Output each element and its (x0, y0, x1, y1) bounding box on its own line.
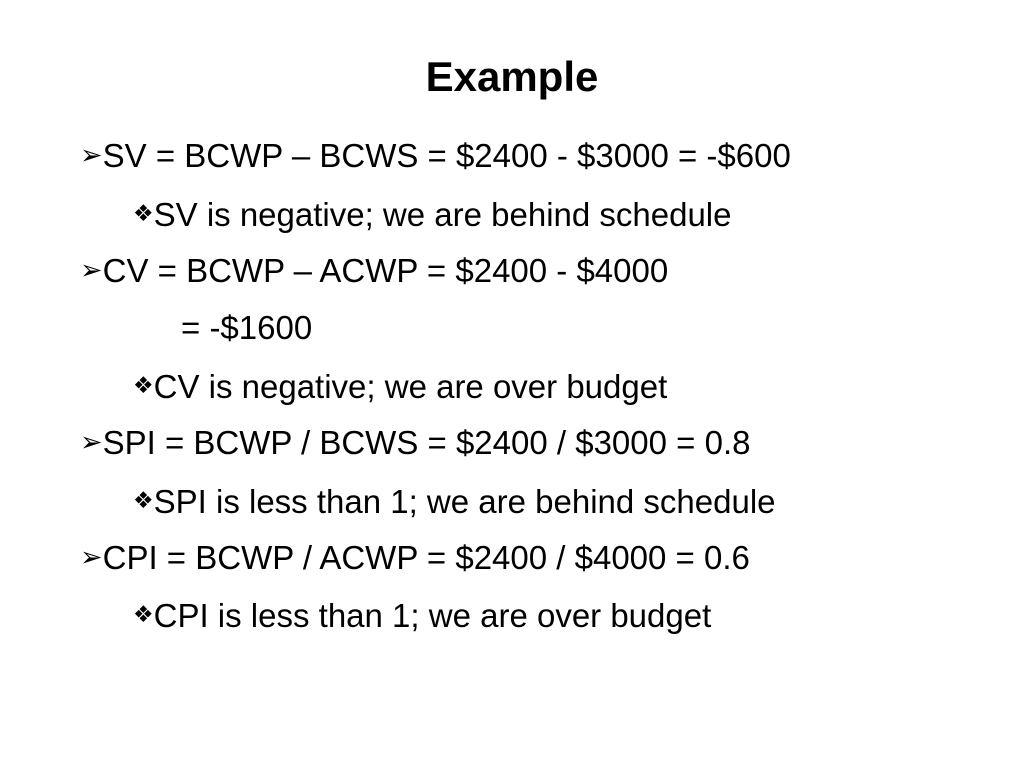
continuation-line-cv-result (181, 306, 312, 350)
sub-bullet-item-sv-note (133, 192, 732, 237)
sub-bullet-item-spi-note (133, 479, 776, 524)
arrow-bullet-icon: ➢ (80, 255, 103, 286)
diamond-bullet-icon: ❖ (133, 201, 154, 227)
diamond-bullet-icon: ❖ (133, 602, 154, 628)
bullet-text: CPI is less than 1; we are over budget (153, 597, 712, 634)
bullet-item-cpi (80, 536, 750, 580)
bullet-text: SPI = BCWP / BCWS = $2400 / $3000 = 0.8 (102, 424, 751, 461)
bullet-text: SV is negative; we are behind schedule (153, 196, 732, 233)
continuation-text: = -$1600 (181, 309, 313, 346)
arrow-bullet-icon: ➢ (80, 140, 103, 171)
bullet-text: SPI is less than 1; we are behind schedule (153, 483, 776, 520)
bullet-text: SV = BCWP – BCWS = $2400 - $3000 = -$600 (102, 137, 791, 174)
bullet-item-sv (80, 134, 791, 178)
diamond-bullet-icon: ❖ (133, 373, 154, 399)
bullet-text: CV is negative; we are over budget (153, 368, 668, 405)
bullet-text: CPI = BCWP / ACWP = $2400 / $4000 = 0.6 (102, 539, 750, 576)
diamond-bullet-icon: ❖ (133, 488, 154, 514)
arrow-bullet-icon: ➢ (80, 542, 103, 573)
bullet-text: CV = BCWP – ACWP = $2400 - $4000 (102, 252, 669, 289)
bullet-item-spi (80, 421, 750, 465)
sub-bullet-item-cv-note (133, 364, 667, 409)
bullet-item-cv (80, 249, 668, 293)
arrow-bullet-icon: ➢ (80, 427, 103, 458)
sub-bullet-item-cpi-note (133, 593, 711, 638)
slide-title: Example (425, 53, 599, 100)
